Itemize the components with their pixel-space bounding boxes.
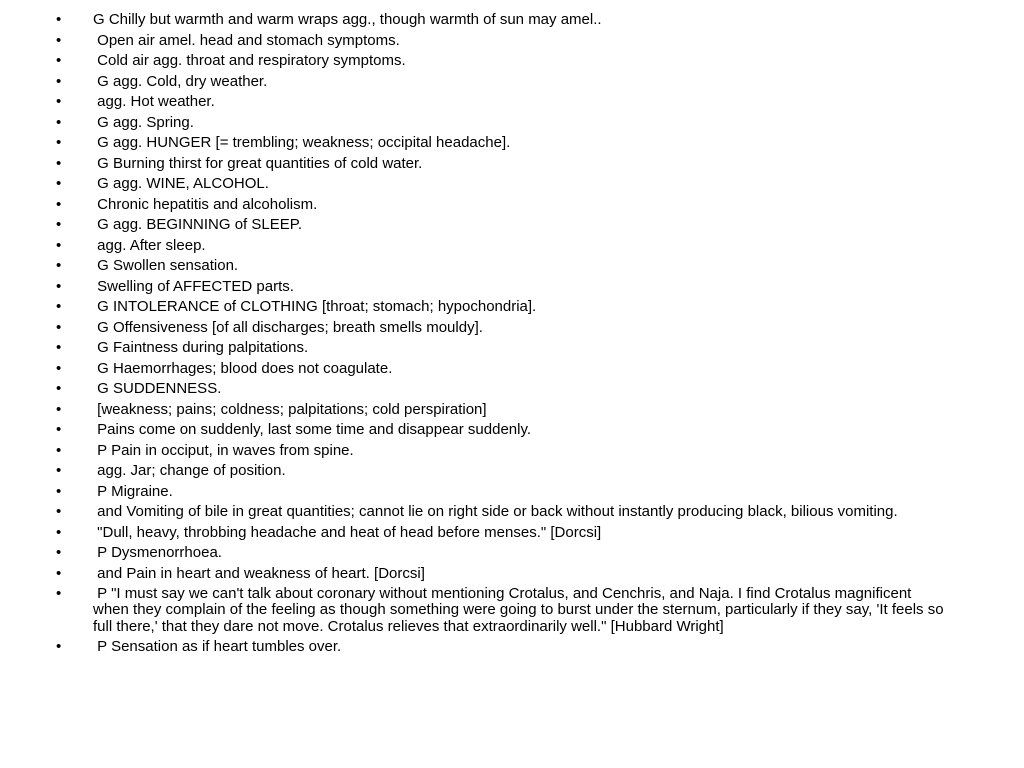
list-item-text: "Dull, heavy, throbbing headache and heat of head before menses." [Dorcsi] — [93, 523, 602, 541]
list-item-text: G agg. Spring. — [93, 113, 194, 131]
bullet-dot-icon: • — [56, 298, 62, 315]
bullet-dot-icon: • — [56, 93, 62, 110]
list-item-text: G agg. WINE, ALCOHOL. — [93, 175, 269, 192]
list-item-text: P Sensation as if heart tumbles over. — [93, 638, 342, 656]
list-item-text: and Vomiting of bile in great quantities; cannot lie on right side or back without instantly producing black, bilious vomiting. — [93, 503, 898, 520]
bullet-dot-icon: • — [56, 421, 62, 438]
list-item — [0, 566, 1024, 582]
list-item-text: Open air amel. head and stomach symptoms. — [93, 31, 400, 49]
bullet-dot-icon: • — [56, 134, 62, 151]
bullet-dot-icon: • — [56, 441, 62, 459]
document-body — [0, 12, 1024, 660]
list-item — [0, 197, 1024, 213]
bullet-dot-icon: • — [56, 195, 62, 213]
bullet-dot-icon: • — [56, 175, 62, 192]
list-item — [0, 402, 1024, 418]
bullet-dot-icon: • — [56, 318, 62, 336]
bullet-dot-icon: • — [56, 277, 62, 295]
list-item-text: G SUDDENNESS. — [93, 380, 222, 397]
list-item-text: agg. After sleep. — [93, 236, 206, 254]
bullet-dot-icon: • — [56, 503, 62, 520]
list-item — [0, 12, 1024, 28]
list-item — [0, 443, 1024, 459]
bullet-dot-icon: • — [56, 339, 62, 356]
list-item — [0, 74, 1024, 90]
list-item-text: P Dysmenorrhoea. — [93, 544, 222, 561]
bullet-dot-icon: • — [56, 523, 62, 541]
list-item — [0, 586, 1024, 635]
list-item-text: Chronic hepatitis and alcoholism. — [93, 195, 318, 213]
list-item-text: G agg. BEGINNING of SLEEP. — [93, 216, 302, 233]
list-item-text: G agg. HUNGER [= trembling; weakness; occipital headache]. — [93, 134, 511, 151]
list-item-text: G Swollen sensation. — [93, 257, 239, 274]
list-item — [0, 422, 1024, 438]
list-item-text: G Faintness during palpitations. — [93, 339, 309, 356]
list-item — [0, 53, 1024, 69]
bullet-dot-icon: • — [56, 113, 62, 131]
bullet-dot-icon: • — [56, 564, 62, 582]
list-item-text: P "I must say we can't talk about coronary without mentioning Crotalus, and Cenchris, and Naja. I find Crotalus magnificent when they complain of the feeling as though something were going to burst under the sternum, particularly if they say, 'It feels so full there,' that they dare not move. Crotalus relieves that extraordinarily well." [Hubbard Wright] — [93, 585, 948, 635]
bullet-dot-icon: • — [56, 585, 62, 602]
list-item-text: P Migraine. — [93, 482, 173, 500]
bullet-list — [0, 12, 1024, 656]
list-item — [0, 320, 1024, 336]
list-item — [0, 238, 1024, 254]
list-item-text: [weakness; pains; coldness; palpitations; cold perspiration] — [93, 400, 487, 418]
bullet-dot-icon: • — [56, 482, 62, 500]
list-item — [0, 156, 1024, 172]
list-item — [0, 94, 1024, 110]
list-item-text: P Pain in occiput, in waves from spine. — [93, 441, 354, 459]
bullet-dot-icon: • — [56, 380, 62, 397]
bullet-dot-icon: • — [56, 462, 62, 479]
list-item — [0, 639, 1024, 655]
bullet-dot-icon: • — [56, 72, 62, 90]
list-item-text: Cold air agg. throat and respiratory symptoms. — [93, 52, 406, 69]
list-item-text: G Haemorrhages; blood does not coagulate. — [93, 359, 393, 377]
bullet-dot-icon: • — [56, 359, 62, 377]
list-item — [0, 115, 1024, 131]
list-item-text: and Pain in heart and weakness of heart. [Dorcsi] — [93, 564, 425, 582]
bullet-dot-icon: • — [56, 236, 62, 254]
bullet-dot-icon: • — [56, 400, 62, 418]
list-item-text: G Burning thirst for great quantities of cold water. — [93, 154, 423, 172]
bullet-dot-icon: • — [56, 154, 62, 172]
list-item — [0, 299, 1024, 315]
list-item-text: agg. Jar; change of position. — [93, 462, 286, 479]
list-item — [0, 176, 1024, 192]
bullet-dot-icon: • — [56, 638, 62, 656]
list-item — [0, 135, 1024, 151]
bullet-dot-icon: • — [56, 544, 62, 561]
list-item — [0, 463, 1024, 479]
list-item-text: G Offensiveness [of all discharges; breath smells mouldy]. — [93, 318, 483, 336]
list-item — [0, 217, 1024, 233]
bullet-dot-icon: • — [56, 31, 62, 49]
list-item-text: G agg. Cold, dry weather. — [93, 72, 268, 90]
bullet-dot-icon: • — [56, 257, 62, 274]
list-item-text: agg. Hot weather. — [93, 93, 215, 110]
list-item-text: G INTOLERANCE of CLOTHING [throat; stomach; hypochondria]. — [93, 298, 537, 315]
list-item — [0, 33, 1024, 49]
bullet-dot-icon: • — [56, 52, 62, 69]
list-item — [0, 504, 1024, 520]
list-item — [0, 340, 1024, 356]
list-item — [0, 279, 1024, 295]
list-item-text: Swelling of AFFECTED parts. — [93, 277, 294, 295]
list-item — [0, 361, 1024, 377]
bullet-dot-icon: • — [56, 216, 62, 233]
list-item — [0, 525, 1024, 541]
list-item-text: G Chilly but warmth and warm wraps agg., though warmth of sun may amel.. — [93, 11, 602, 28]
list-item — [0, 484, 1024, 500]
bullet-dot-icon: • — [56, 11, 62, 28]
list-item-text: Pains come on suddenly, last some time and disappear suddenly. — [93, 421, 532, 438]
list-item — [0, 545, 1024, 561]
list-item — [0, 381, 1024, 397]
list-item — [0, 258, 1024, 274]
